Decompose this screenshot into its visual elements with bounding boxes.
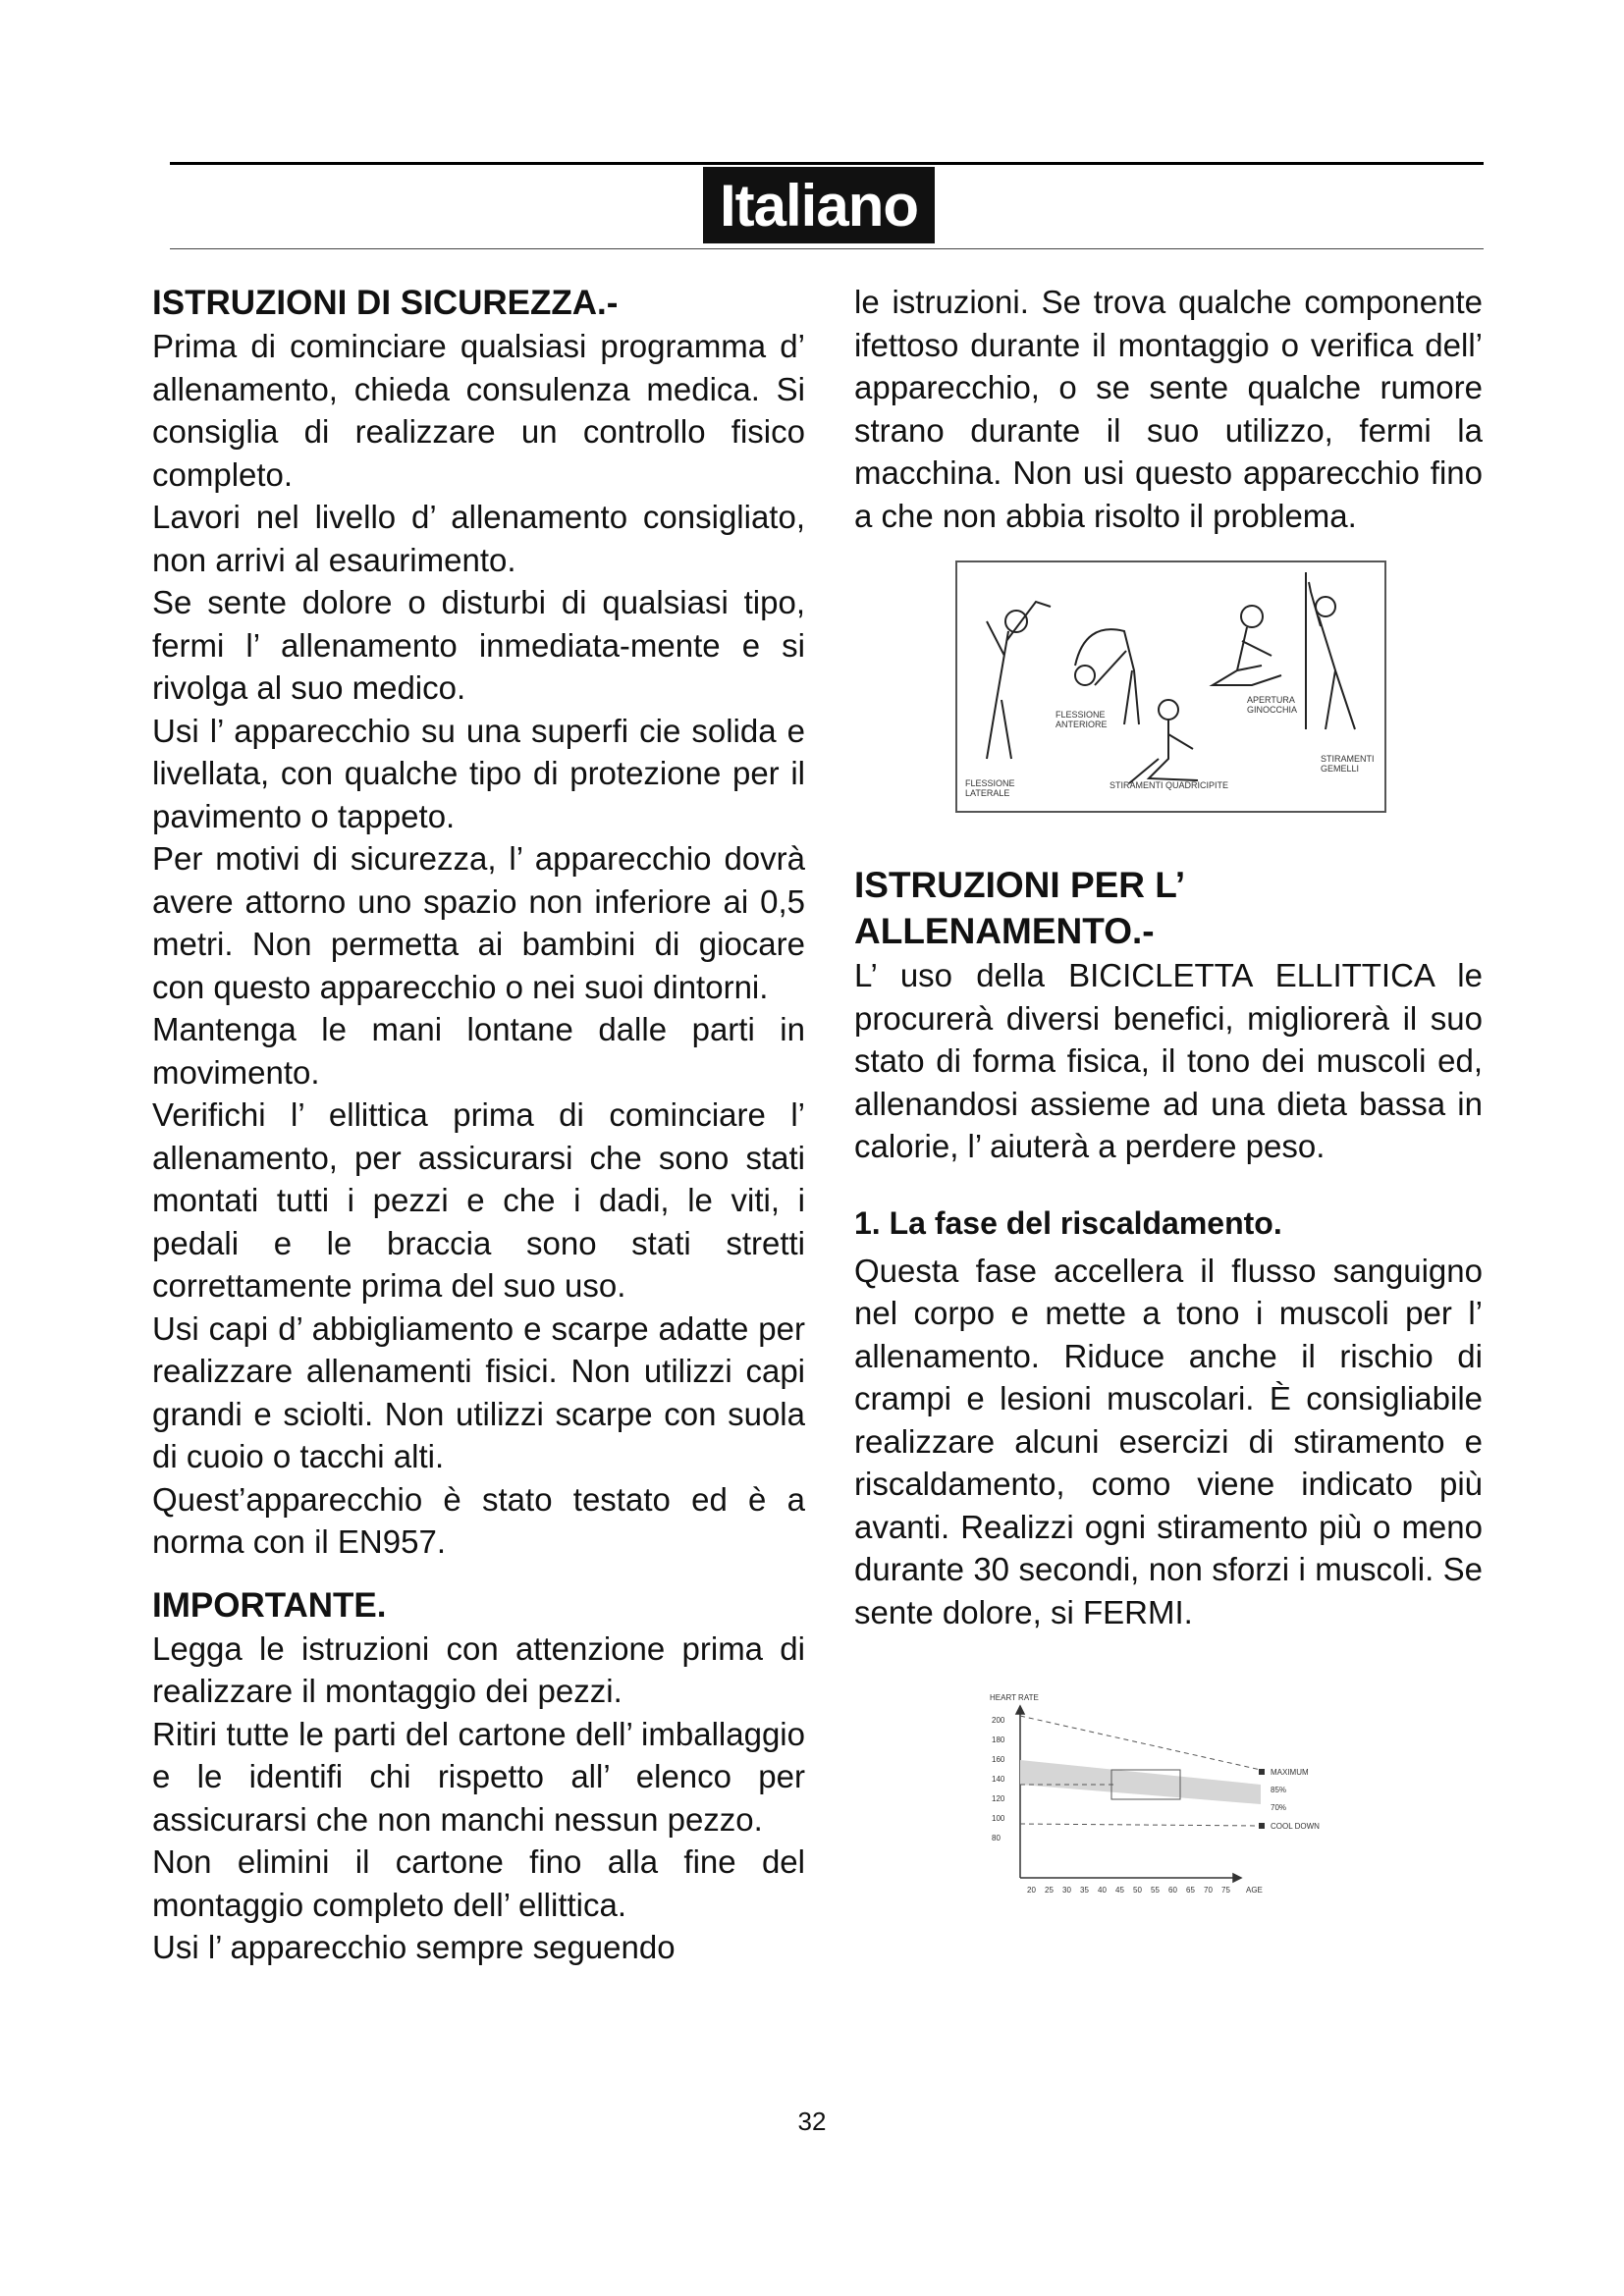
- hr-y-tick: 200: [992, 1716, 1005, 1725]
- right-column: [854, 281, 1483, 1922]
- important-paragraph: Non elimini il cartone fino alla fine del montaggio completo dell’ ellittica.: [152, 1843, 805, 1923]
- hr-y-tick: 180: [992, 1735, 1005, 1744]
- continuation-paragraph: le istruzioni. Se trova qualche componente ifettoso durante il montaggio o verifica dell’ apparecchio, o se sente qualche rumore strano durante il suo utilizzo, fermi la macchina. Non usi questo apparecchio fino a che non abbia risolto il problema.: [854, 284, 1483, 534]
- hr-y-tick: 100: [992, 1814, 1005, 1823]
- hr-legend-item: 85%: [1271, 1786, 1287, 1794]
- training-paragraph: L’ uso della BICICLETTA ELLITTICA le procurerà diversi benefici, migliorerà il suo stato di forma fisica, il tono dei muscoli ed, allenandosi assieme ad una dieta bassa in calorie, l’ aiuterà a perdere peso.: [854, 957, 1483, 1164]
- stretching-figures-illustration: [957, 562, 1384, 811]
- hr-x-tick: 30: [1062, 1886, 1071, 1895]
- hr-x-tick: 40: [1098, 1886, 1107, 1895]
- heart-rate-figure: [976, 1686, 1349, 1922]
- hr-x-tick: 45: [1115, 1886, 1124, 1895]
- safety-paragraph: Lavori nel livello d’ allenamento consigliato, non arrivi al esaurimento.: [152, 499, 805, 578]
- hr-x-tick: 50: [1133, 1886, 1142, 1895]
- stretch-label-forward: FLESSIONE ANTERIORE: [1056, 710, 1108, 729]
- stretch-label-lateral: FLESSIONE LATERALE: [965, 778, 1015, 798]
- safety-heading: ISTRUZIONI DI SICUREZZA.-: [152, 284, 619, 322]
- hr-x-tick: 35: [1080, 1886, 1089, 1895]
- hr-x-tick: 75: [1221, 1886, 1230, 1895]
- hr-x-title: AGE: [1246, 1886, 1263, 1895]
- hr-legend-item: COOL DOWN: [1271, 1822, 1320, 1831]
- important-paragraph: Ritiri tutte le parti del cartone dell’ imballaggio e le identifi chi rispetto all’ elenco per assicurarsi che non manchi nessun pezzo.: [152, 1715, 805, 1838]
- hr-y-tick: 120: [992, 1794, 1005, 1803]
- stretch-label-knee: APERTURA GINOCCHIA: [1247, 695, 1298, 715]
- stretching-exercises-figure: [955, 561, 1386, 813]
- hr-y-title: HEART RATE: [990, 1693, 1039, 1702]
- hr-y-tick: 140: [992, 1775, 1005, 1784]
- heart-rate-chart: [976, 1686, 1349, 1922]
- hr-x-tick: 60: [1168, 1886, 1177, 1895]
- important-paragraph: Usi l’ apparecchio sempre seguendo: [152, 1929, 676, 1965]
- safety-paragraph: Usi l’ apparecchio su una superfi cie solida e livellata, con qualche tipo di protezione per il pavimento o tappeto.: [152, 712, 805, 834]
- important-heading: IMPORTANTE.: [152, 1585, 387, 1625]
- stretch-label-calf: STIRAMENTI GEMELLI: [1321, 754, 1375, 774]
- hr-x-tick: 65: [1186, 1886, 1195, 1895]
- hr-legend-item: MAXIMUM: [1271, 1768, 1309, 1777]
- stretch-label-quad: STIRAMENTI QUADRICIPITE: [1110, 780, 1229, 790]
- safety-paragraph: Verifichi l’ ellittica prima di cominciare l’ allenamento, per assicurarsi che sono stati montati tutti i pezzi e che i dadi, le viti, i pedali e le braccia sono stati stretti correttamente prima del suo uso.: [152, 1096, 805, 1304]
- language-tab: Italiano: [703, 167, 935, 243]
- hr-x-tick: 70: [1204, 1886, 1213, 1895]
- safety-paragraph: Quest’apparecchio è stato testato ed è a norma con il EN957.: [152, 1480, 805, 1560]
- left-column: [152, 281, 805, 1969]
- hr-x-tick: 55: [1151, 1886, 1160, 1895]
- safety-paragraph: Mantenga le mani lontane dalle parti in movimento.: [152, 1011, 805, 1091]
- hr-x-tick: 20: [1027, 1886, 1036, 1895]
- page-number: 32: [797, 2107, 827, 2136]
- header-rule: [170, 248, 1484, 249]
- training-heading-line1: ISTRUZIONI PER L’: [854, 865, 1186, 905]
- safety-paragraph: Se sente dolore o disturbi di qualsiasi tipo, fermi l’ allenamento inmediata-mente e si rivolga al suo medico.: [152, 584, 805, 706]
- hr-y-tick: 80: [992, 1834, 1001, 1842]
- hr-x-tick: 25: [1045, 1886, 1054, 1895]
- important-paragraph: Legga le istruzioni con attenzione prima di realizzare il montaggio dei pezzi.: [152, 1629, 805, 1709]
- warmup-paragraph: Questa fase accellera il flusso sanguigno nel corpo e mette a tono i muscoli per l’ allenamento. Riduce anche il rischio di crampi e lesioni muscolari. È consigliabile realizzare alcuni esercizi di stiramento e riscaldamento, como viene indicato più avanti. Realizzi ogni stiramento più o meno durante 30 secondi, non sforzi i muscoli. Se sente dolore, si FERMI.: [854, 1252, 1483, 1630]
- warmup-heading: 1. La fase del riscaldamento.: [854, 1204, 1282, 1241]
- safety-paragraph: Usi capi d’ abbigliamento e scarpe adatte per realizzare allenamenti fisici. Non utilizzi capi grandi e sciolti. Non utilizzi scarpe con suola di cuoio o tacchi alti.: [152, 1309, 805, 1474]
- hr-y-tick: 160: [992, 1755, 1005, 1764]
- safety-paragraph: Per motivi di sicurezza, l’ apparecchio dovrà avere attorno uno spazio non inferiore ai 0,5 metri. Non permetta ai bambini di giocare con questo apparecchio o nei suoi dintorni.: [152, 840, 805, 1005]
- training-heading-line2: ALLENAMENTO.-: [854, 911, 1155, 951]
- top-rule: [170, 162, 1484, 165]
- hr-legend-item: 70%: [1271, 1803, 1287, 1812]
- safety-paragraph: Prima di cominciare qualsiasi programma d’ allenamento, chieda consulenza medica. Si consiglia di realizzare un controllo fisico completo.: [152, 328, 805, 493]
